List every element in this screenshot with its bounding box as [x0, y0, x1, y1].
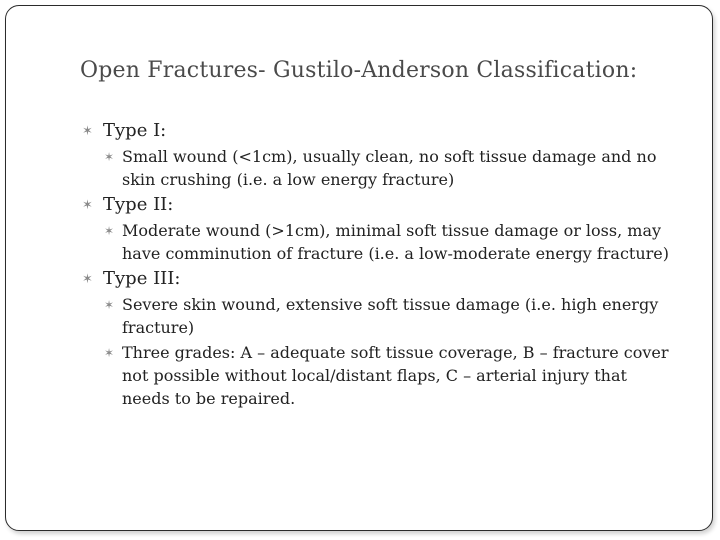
slide-content: [80, 119, 690, 412]
type-iii-item-2-text: Three grades: A – adequate soft tissue coverage, B – fracture cover not possible without local/distant flaps, C – arterial injury that needs to be repaired.: [122, 343, 669, 408]
type-iii-heading: [80, 267, 690, 290]
type-iii-label: Type III:: [103, 268, 181, 289]
slide-title: Open Fractures- Gustilo-Anderson Classification:: [80, 58, 638, 83]
bullet-icon: ✶: [104, 346, 115, 360]
bullet-icon: ✶: [104, 224, 115, 238]
type-i-label: Type I:: [103, 120, 167, 141]
bullet-icon: ✶: [104, 150, 115, 164]
type-iii-item-2: [100, 341, 678, 410]
bullet-icon: ✶: [82, 124, 93, 139]
type-i-item-1-text: Small wound (<1cm), usually clean, no soft tissue damage and no skin crushing (i.e. a low energy fracture): [122, 147, 657, 189]
type-ii-item-1: [100, 219, 678, 265]
bullet-icon: ✶: [82, 272, 93, 287]
type-ii-label: Type II:: [103, 194, 174, 215]
type-i-heading: [80, 119, 690, 142]
type-ii-heading: [80, 193, 690, 216]
type-iii-item-1-text: Severe skin wound, extensive soft tissue damage (i.e. high energy fracture): [122, 295, 659, 337]
type-i-item-1: [100, 145, 678, 191]
type-ii-item-1-text: Moderate wound (>1cm), minimal soft tissue damage or loss, may have comminution of fracture (i.e. a low-moderate energy fracture): [122, 221, 669, 263]
bullet-icon: ✶: [104, 298, 115, 312]
type-iii-item-1: [100, 293, 678, 339]
bullet-icon: ✶: [82, 198, 93, 213]
